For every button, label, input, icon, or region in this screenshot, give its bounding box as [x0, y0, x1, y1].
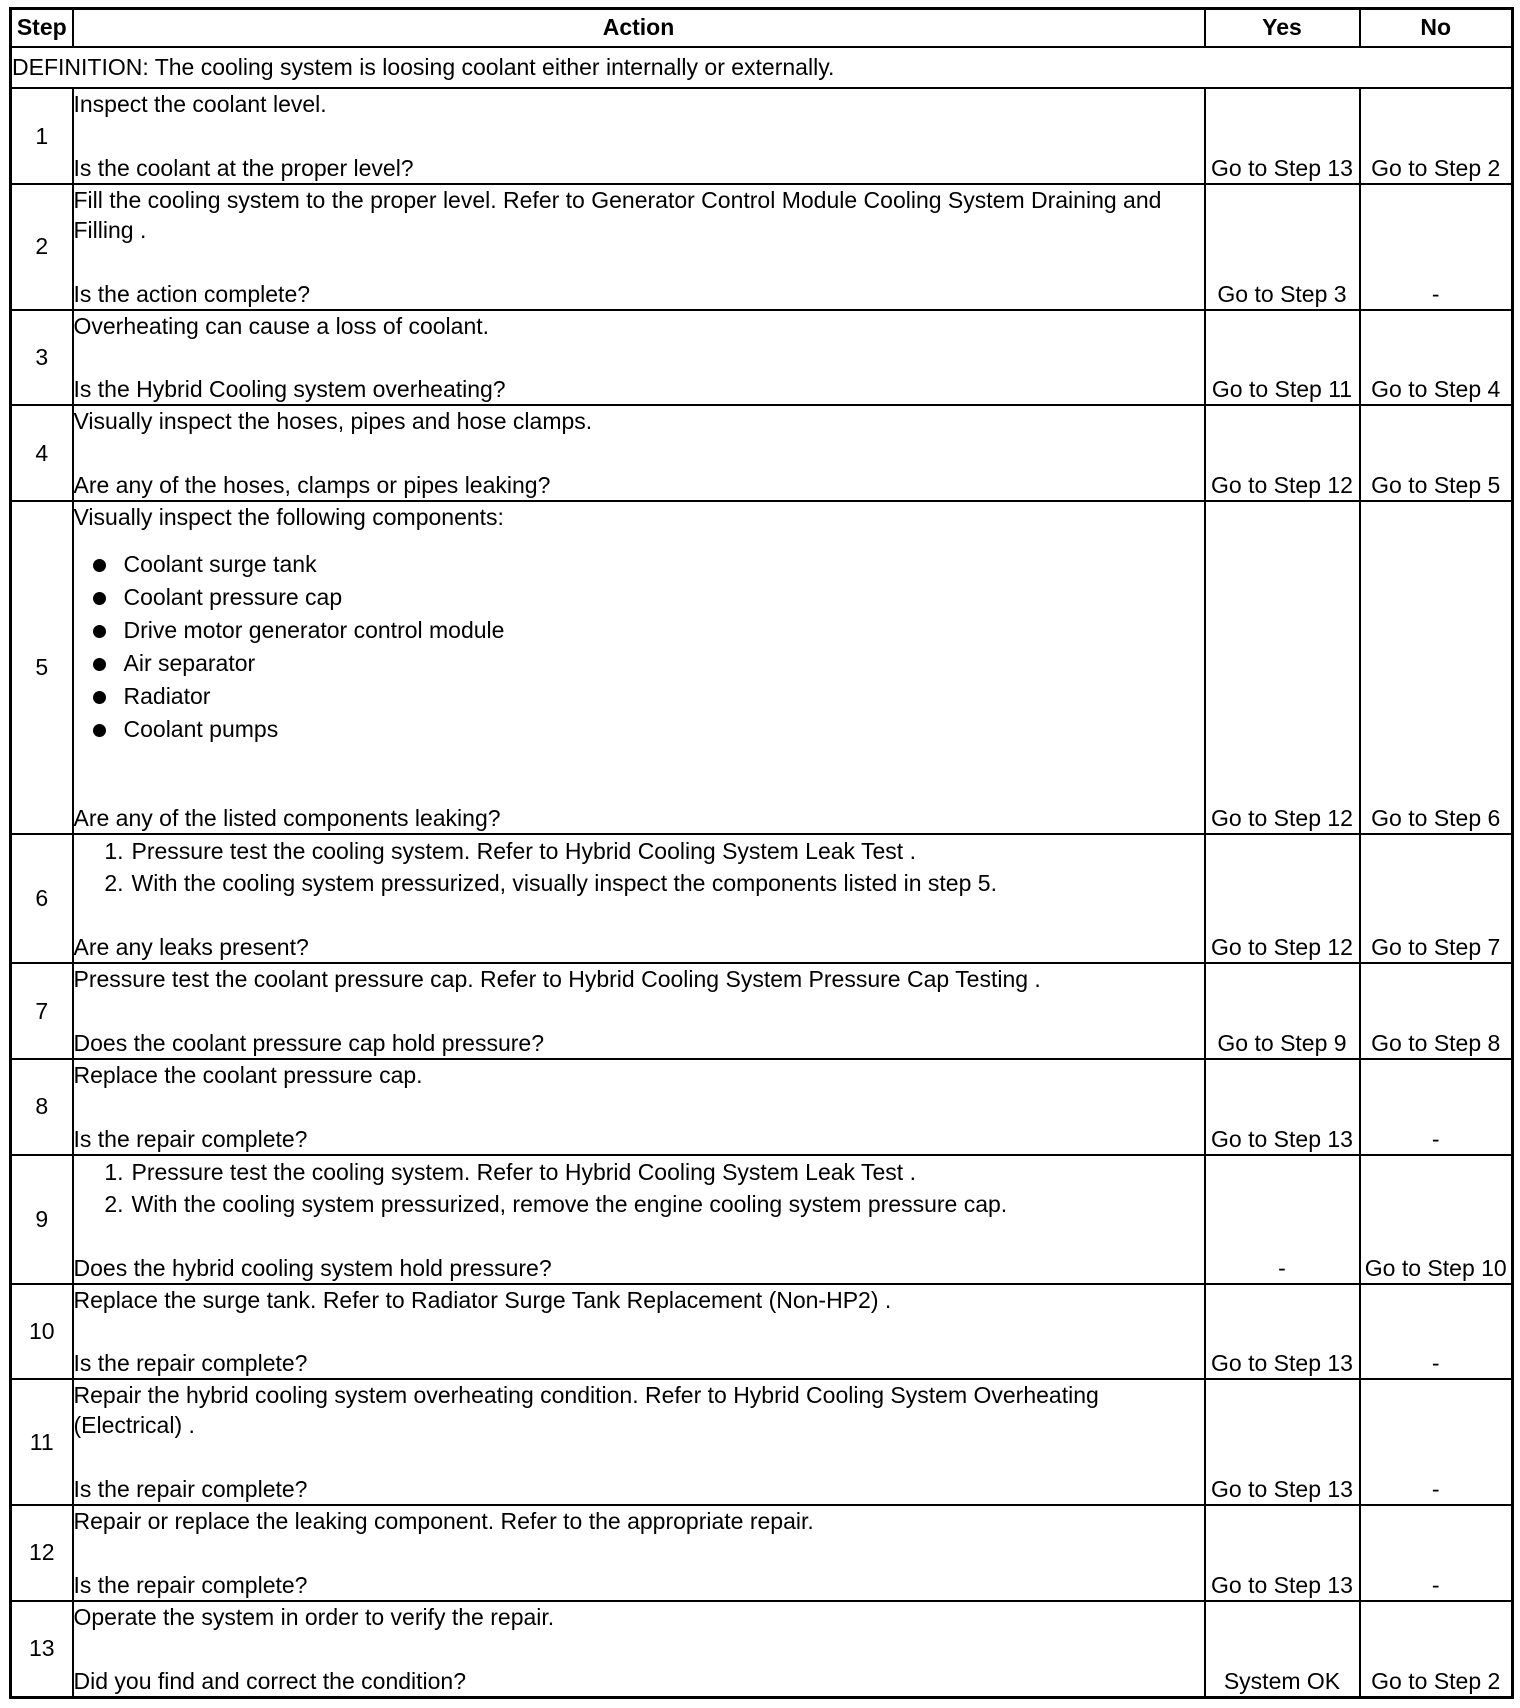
action-instructions [74, 1285, 1204, 1315]
action-instructions [74, 1602, 1204, 1632]
list-item [74, 867, 1204, 899]
yes-result: Go to Step 13 [1205, 1379, 1360, 1505]
list-item: Coolant pumps [74, 713, 1204, 746]
yes-result: Go to Step 13 [1205, 88, 1360, 184]
no-result: Go to Step 7 [1360, 834, 1513, 963]
question-text: Is the Hybrid Cooling system overheating? [73, 376, 506, 403]
table-row [11, 1601, 1513, 1698]
action-content [74, 185, 1204, 309]
table-row [11, 1059, 1513, 1155]
question-text: Is the action complete? [73, 280, 311, 307]
step-number: 1 [11, 88, 73, 184]
list-item: Drive motor generator control module [74, 614, 1204, 647]
action-cell [73, 88, 1205, 184]
yes-result: Go to Step 12 [1205, 501, 1360, 834]
action-cell [73, 184, 1205, 310]
header-no: No [1360, 9, 1513, 47]
numbered-list [74, 835, 1204, 899]
action-cell [73, 1059, 1205, 1155]
list-text: Pressure test the cooling system. Refer to Hybrid Cooling System Leak Test . [131, 1158, 916, 1185]
action-content [74, 1060, 1204, 1154]
list-item: Air separator [74, 647, 1204, 680]
action-content [74, 1380, 1204, 1504]
list-number: 2. [104, 1190, 124, 1217]
component-list [74, 548, 1204, 746]
question-text: Is the repair complete? [73, 1350, 308, 1377]
instruction-text: Repair or replace the leaking component. Refer to the appropriate repair. [73, 1508, 814, 1535]
table-row [11, 501, 1513, 834]
action-cell [73, 1155, 1205, 1284]
step-number: 11 [11, 1379, 73, 1505]
table-row [11, 405, 1513, 501]
question-text: Is the coolant at the proper level? [73, 155, 414, 182]
instruction-text: Inspect the coolant level. [73, 91, 327, 118]
action-instructions [74, 835, 1204, 899]
step-number: 7 [11, 963, 73, 1059]
step-number: 6 [11, 834, 73, 963]
no-result: - [1360, 184, 1513, 310]
diagnostic-table [9, 7, 1514, 1699]
table-row [11, 88, 1513, 184]
list-item [74, 1156, 1204, 1188]
action-instructions [74, 1506, 1204, 1536]
yes-result: Go to Step 12 [1205, 834, 1360, 963]
question-text: Is the repair complete? [73, 1125, 308, 1152]
step-number: 13 [11, 1601, 73, 1698]
no-result: Go to Step 2 [1360, 1601, 1513, 1698]
instruction-text: Repair the hybrid cooling system overheating condition. Refer to Hybrid Cooling System Overheating (Electrical) . [73, 1382, 1099, 1439]
numbered-list [74, 1156, 1204, 1220]
header-yes: Yes [1205, 9, 1360, 47]
action-cell [73, 1601, 1205, 1698]
yes-result: Go to Step 9 [1205, 963, 1360, 1059]
instruction-text: Replace the surge tank. Refer to Radiator Surge Tank Replacement (Non-HP2) . [73, 1286, 892, 1313]
instruction-text: Operate the system in order to verify the repair. [73, 1603, 555, 1630]
action-instructions [74, 1156, 1204, 1220]
action-content [74, 406, 1204, 500]
action-cell [73, 405, 1205, 501]
list-number: 1. [104, 838, 124, 865]
action-cell [73, 1284, 1205, 1380]
action-instructions [74, 311, 1204, 341]
question-text: Did you find and correct the condition? [73, 1668, 467, 1694]
action-content [74, 1156, 1204, 1283]
yes-result: Go to Step 12 [1205, 405, 1360, 501]
step-number: 9 [11, 1155, 73, 1284]
table-row [11, 1155, 1513, 1284]
question-text: Is the repair complete? [73, 1476, 308, 1503]
action-instructions [74, 1380, 1204, 1440]
yes-result: Go to Step 13 [1205, 1505, 1360, 1601]
no-result: - [1360, 1284, 1513, 1380]
question-text: Is the repair complete? [73, 1571, 308, 1598]
question-text: Are any of the listed components leaking? [73, 805, 501, 832]
no-result: Go to Step 8 [1360, 963, 1513, 1059]
question-text: Does the coolant pressure cap hold pressure? [73, 1029, 545, 1056]
step-number: 2 [11, 184, 73, 310]
action-content [74, 835, 1204, 962]
action-content [74, 311, 1204, 405]
step-number: 8 [11, 1059, 73, 1155]
no-result: Go to Step 10 [1360, 1155, 1513, 1284]
no-result: - [1360, 1505, 1513, 1601]
list-item [74, 1188, 1204, 1220]
action-content [74, 1506, 1204, 1600]
yes-result: Go to Step 3 [1205, 184, 1360, 310]
list-item: Coolant surge tank [74, 548, 1204, 581]
action-cell [73, 1379, 1205, 1505]
step-number: 10 [11, 1284, 73, 1380]
yes-result: Go to Step 11 [1205, 310, 1360, 406]
action-content [74, 1285, 1204, 1379]
step-number: 4 [11, 405, 73, 501]
table-row [11, 184, 1513, 310]
action-content [74, 89, 1204, 183]
table-row [11, 1284, 1513, 1380]
table-row [11, 834, 1513, 963]
yes-result: - [1205, 1155, 1360, 1284]
header-step: Step [11, 9, 73, 47]
definition-text: DEFINITION: The cooling system is loosing coolant either internally or externally. [11, 47, 1513, 89]
no-result: Go to Step 6 [1360, 501, 1513, 834]
action-cell [73, 963, 1205, 1059]
instruction-text: Replace the coolant pressure cap. [73, 1061, 423, 1088]
step-number: 3 [11, 310, 73, 406]
table-row [11, 963, 1513, 1059]
no-result: Go to Step 5 [1360, 405, 1513, 501]
list-item: Coolant pressure cap [74, 581, 1204, 614]
instruction-text: Pressure test the coolant pressure cap. Refer to Hybrid Cooling System Pressure Cap Testing . [73, 966, 1041, 993]
yes-result: Go to Step 13 [1205, 1059, 1360, 1155]
no-result: - [1360, 1379, 1513, 1505]
no-result: Go to Step 2 [1360, 88, 1513, 184]
step-number: 12 [11, 1505, 73, 1601]
list-text: Pressure test the cooling system. Refer to Hybrid Cooling System Leak Test . [131, 838, 916, 865]
instruction-text: Visually inspect the following components: [73, 504, 504, 531]
table-row [11, 1505, 1513, 1601]
definition-row [11, 47, 1513, 89]
list-number: 2. [104, 870, 124, 897]
question-text: Are any leaks present? [73, 934, 309, 961]
table-row [11, 310, 1513, 406]
header-action: Action [73, 9, 1205, 47]
header-row [11, 9, 1513, 47]
step-number: 5 [11, 501, 73, 834]
instruction-text: Fill the cooling system to the proper level. Refer to Generator Control Module Cooling System Draining and Filling . [73, 187, 1162, 244]
no-result: Go to Step 4 [1360, 310, 1513, 406]
action-cell [73, 1505, 1205, 1601]
list-item [74, 835, 1204, 867]
yes-result: Go to Step 13 [1205, 1284, 1360, 1380]
instruction-text: Overheating can cause a loss of coolant. [73, 312, 490, 339]
action-cell [73, 834, 1205, 963]
instruction-text: Visually inspect the hoses, pipes and hose clamps. [73, 408, 593, 435]
action-cell [73, 310, 1205, 406]
yes-result: System OK [1205, 1601, 1360, 1698]
no-result: - [1360, 1059, 1513, 1155]
question-text: Does the hybrid cooling system hold pressure? [73, 1254, 552, 1281]
action-instructions [74, 1060, 1204, 1090]
question-text: Are any of the hoses, clamps or pipes leaking? [73, 472, 551, 499]
action-content [74, 502, 1204, 833]
action-instructions [74, 964, 1204, 994]
action-content [74, 964, 1204, 1058]
list-text: With the cooling system pressurized, remove the engine cooling system pressure cap. [131, 1190, 1008, 1217]
table-row [11, 1379, 1513, 1505]
list-number: 1. [104, 1158, 124, 1185]
action-instructions [74, 89, 1204, 119]
action-instructions [74, 502, 1204, 760]
action-cell [73, 501, 1205, 834]
action-content [74, 1602, 1204, 1696]
list-item: Radiator [74, 680, 1204, 713]
action-instructions [74, 185, 1204, 245]
list-text: With the cooling system pressurized, visually inspect the components listed in step 5. [131, 870, 997, 897]
action-instructions [74, 406, 1204, 436]
